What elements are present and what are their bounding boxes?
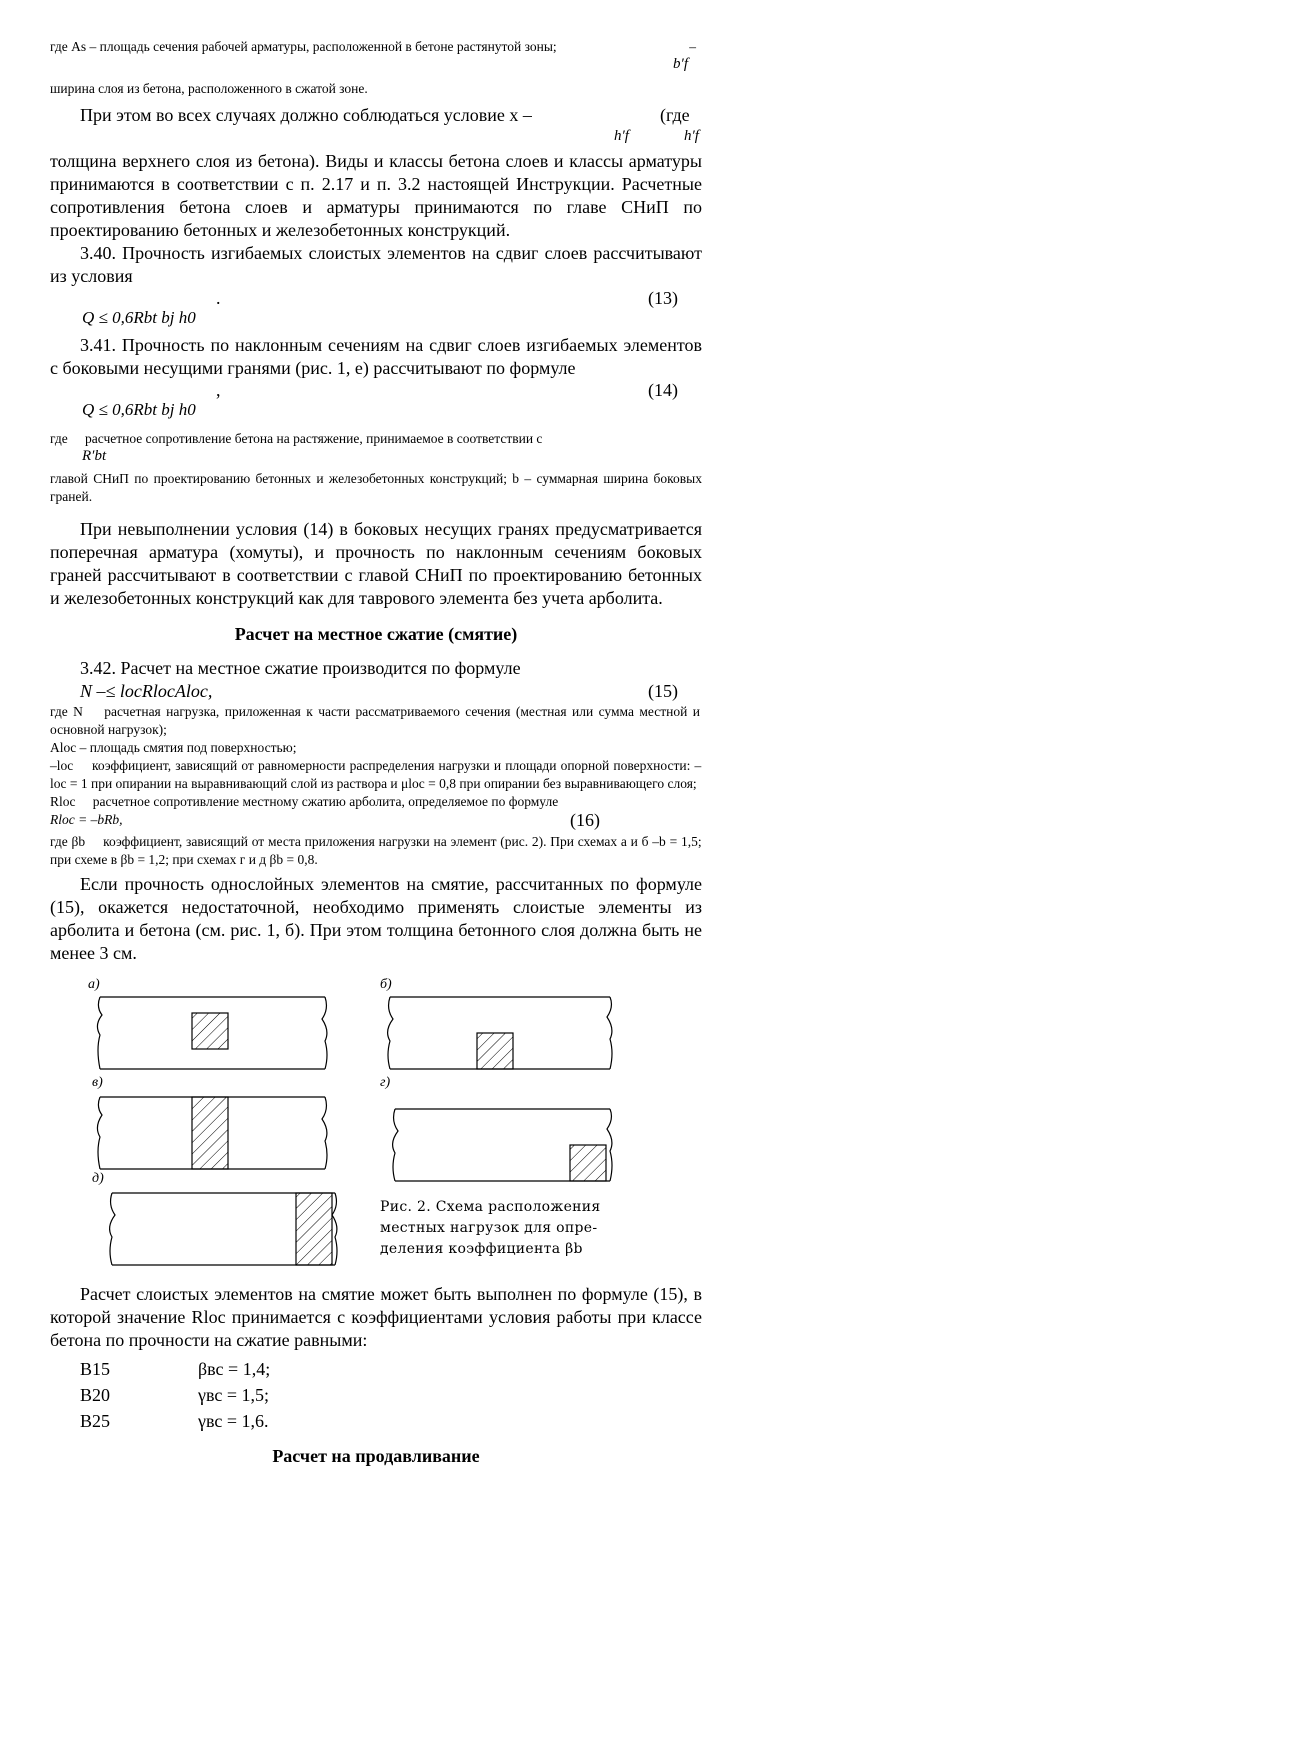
- paragraph-3-41: 3.41. Прочность по наклонным сечениям на сдвиг слоев изгибаемых элементов с боковыми несущими гранями (рис. 1, е) рассчитывают по формуле: [50, 335, 702, 378]
- coefficient-row: [50, 1382, 702, 1408]
- paragraph-3-42: 3.42. Расчет на местное сжатие производится по формуле: [80, 658, 521, 678]
- equation-15-number: (15): [648, 681, 678, 701]
- figure-2: [50, 979, 702, 1279]
- label-v: в): [92, 1075, 103, 1090]
- equation-14: [50, 380, 702, 422]
- as-definition: [50, 38, 702, 58]
- paragraph-nevypolnenie: При невыполнении условия (14) в боковых несущих гранях предусматривается поперечная арматура (хомуты), и прочность по наклонным сечениям боковых граней рассчитывают в соответствии с главой СНиП по проектированию бетонных и железобетонных конструкций как для таврового элемента без учета арболита.: [50, 519, 702, 608]
- hf-symbol-2: h′f: [684, 128, 699, 144]
- rbt-row: [50, 448, 702, 470]
- document-page: [50, 38, 702, 1479]
- scheme-g: [393, 1109, 612, 1181]
- equation-16-number: (16): [570, 810, 600, 830]
- scheme-a: [97, 997, 327, 1069]
- caption-line-3: деления коэффициента βb: [380, 1241, 583, 1257]
- as-dash: –: [689, 39, 696, 54]
- rbt-symbol: R′bt: [82, 448, 107, 464]
- concrete-class: B15: [80, 1359, 111, 1379]
- condition-line: [50, 104, 702, 128]
- scheme-d: [110, 1193, 337, 1265]
- equation-14-formula: Q ≤ 0,6Rbt bj h0: [82, 400, 196, 419]
- definition-beta-b: где βb ⃞ коэффициент, зависящий от места приложения нагрузки на элемент (рис. 2). При схемах а и б –b = 1,5; при схеме в βb = 1,2; при схемах г и д βb = 0,8.: [50, 834, 702, 867]
- equation-13-formula: Q ≤ 0,6Rbt bj h0: [82, 308, 196, 327]
- equation-14-comma: ,: [216, 380, 221, 400]
- paragraph-esli: Если прочность однослойных элементов на смятие, рассчитанных по формуле (15), окажется недостаточной, необходимо применять слоистые элементы из арболита и бетона (см. рис. 1, б). При этом толщина бетонного слоя должна быть не менее 3 см.: [50, 874, 702, 963]
- heading-punching: Расчет на продавливание: [272, 1446, 480, 1466]
- figure-2-diagram: [50, 979, 702, 1279]
- equation-15-formula: N –≤ locRlocAloc,: [80, 681, 213, 701]
- equation-13: [50, 288, 702, 330]
- label-a: а): [88, 977, 100, 992]
- scheme-v: [97, 1097, 327, 1169]
- definition-mu-loc: –loc ⃞ коэффициент, зависящий от равномерности распределения нагрузки и площади опорной поверхности: –loc = 1 при опирании на выравнивающий слой из раствора и μloc = 0,8 при опирании без выравнивающего слоя;: [50, 758, 702, 791]
- as-definition-text: где As – площадь сечения рабочей арматуры, расположенной в бетоне растянутой зоны;: [50, 39, 557, 54]
- heading-local-compression: Расчет на местное сжатие (смятие): [234, 624, 518, 644]
- coefficient-value: γвс = 1,6.: [198, 1411, 269, 1431]
- definition-aloc: Aloc – площадь смятия под поверхностью;: [50, 740, 297, 755]
- label-d: д): [92, 1171, 104, 1186]
- hf-symbol-1: h′f: [614, 128, 629, 144]
- figure-2-caption: [380, 1197, 601, 1260]
- paragraph-3-40: 3.40. Прочность изгибаемых слоистых элементов на сдвиг слоев рассчитывают из условия: [50, 243, 702, 286]
- label-b: б): [380, 977, 392, 992]
- condition-where: (где: [660, 105, 690, 125]
- definitions-15: [50, 703, 702, 811]
- condition-text: При этом во всех случаях должно соблюдаться условие x –: [80, 105, 532, 125]
- caption-line-1: Рис. 2. Схема расположения: [380, 1199, 601, 1215]
- hf-row: [50, 128, 702, 150]
- coefficient-list: [50, 1356, 702, 1434]
- equation-16: [50, 811, 702, 833]
- equation-13-number: (13): [648, 288, 678, 308]
- coefficient-value: γвс = 1,5;: [198, 1385, 269, 1405]
- coefficient-row: [50, 1408, 702, 1434]
- label-g: г): [380, 1075, 391, 1090]
- coefficient-row: [50, 1356, 702, 1382]
- bf-row: [50, 58, 702, 80]
- equation-13-dot: .: [216, 288, 221, 308]
- rbt-definition-cont: главой СНиП по проектированию бетонных и железобетонных конструкций; b – суммарная ширина боковых граней.: [50, 471, 702, 504]
- paragraph-concrete-layers: толщина верхнего слоя из бетона). Виды и классы бетона слоев и классы арматуры принимаются в соответствии с п. 2.17 и п. 3.2 настоящей Инструкции. Расчетные сопротивления бетона слоев и арматуры принимаются по главе СНиП по проектированию бетонных и железобетонных конструкций.: [50, 151, 702, 240]
- coefficient-value: βвс = 1,4;: [198, 1359, 271, 1379]
- definition-rloc: Rloc ⃞ расчетное сопротивление местному сжатию арболита, определяемое по формуле: [50, 794, 559, 809]
- paragraph-raschet-smyatie: Расчет слоистых элементов на смятие может быть выполнен по формуле (15), в которой значение Rloc принимается с коэффициентами условия работы при классе бетона по прочности на сжатие равными:: [50, 1284, 702, 1350]
- rbt-definition: где ⃞ расчетное сопротивление бетона на растяжение, принимаемое в соответствии с: [50, 431, 543, 446]
- bf-symbol: b′f: [673, 56, 688, 72]
- equation-15: [50, 680, 702, 703]
- equation-16-formula: Rloc = –bRb,: [50, 812, 123, 827]
- definition-n: где N ⃞ расчетная нагрузка, приложенная к части рассматриваемого сечения (местная или сумма местной и основной нагрузок);: [50, 704, 700, 737]
- scheme-b: [388, 997, 612, 1069]
- equation-14-number: (14): [648, 380, 678, 400]
- concrete-class: B25: [80, 1411, 111, 1431]
- caption-line-2: местных нагрузок для опре-: [380, 1220, 598, 1236]
- concrete-class: B20: [80, 1385, 111, 1405]
- bf-definition: ширина слоя из бетона, расположенного в сжатой зоне.: [50, 81, 368, 96]
